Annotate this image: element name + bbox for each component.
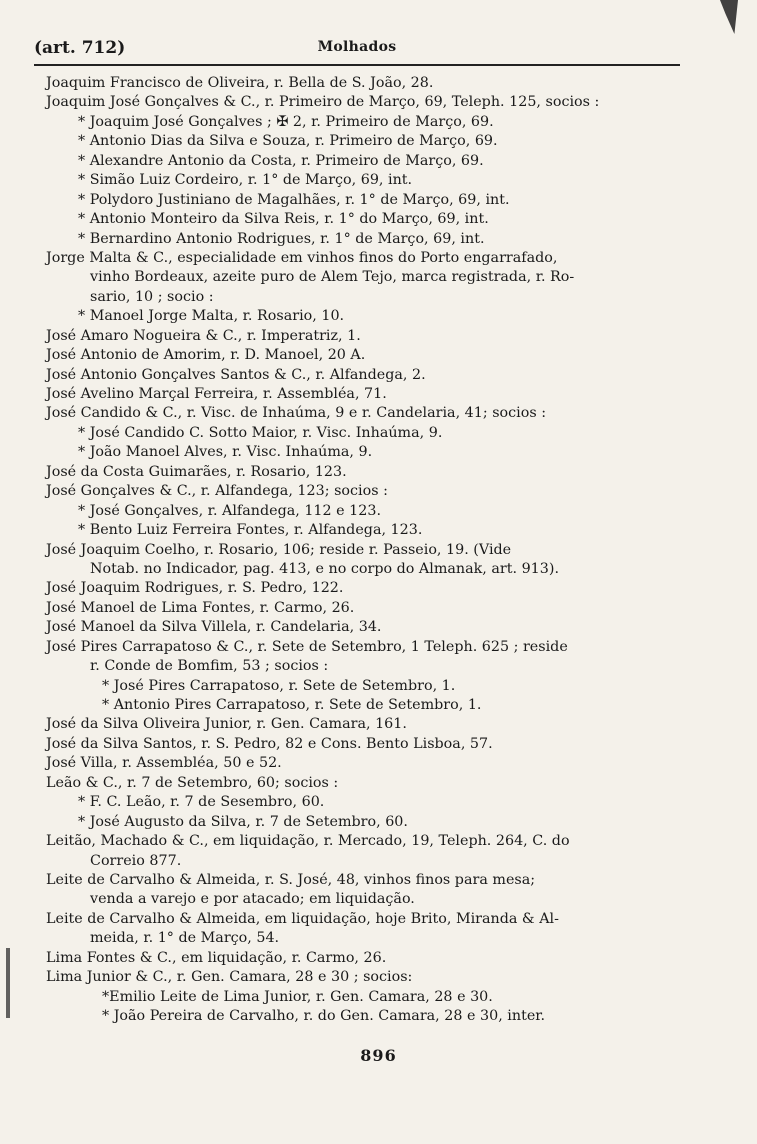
page-edge-stain xyxy=(720,0,738,34)
listing-line: * Antonio Monteiro da Silva Reis, r. 1° do Março, 69, int. xyxy=(78,211,489,228)
listing-line: * José Gonçalves, r. Alfandega, 112 e 123. xyxy=(78,502,381,519)
listing-line: Leite de Carvalho & Almeida, r. S. José, 48, vinhos finos para mesa; xyxy=(46,871,536,888)
listing-line: venda a varejo e por atacado; em liquidação. xyxy=(90,891,415,908)
margin-ink-mark xyxy=(6,948,10,1018)
listing-line: * Antonio Dias da Silva e Souza, r. Primeiro de Março, 69. xyxy=(78,133,498,150)
listing-line: meida, r. 1° de Março, 54. xyxy=(90,930,280,947)
listing-line: * Polydoro Justiniano de Magalhães, r. 1° de Março, 69, int. xyxy=(78,191,510,208)
listing-line: Leitão, Machado & C., em liquidação, r. Mercado, 19, Teleph. 264, C. do xyxy=(46,833,570,850)
listing-line: Notab. no Indicador, pag. 413, e no corpo do Almanak, art. 913). xyxy=(90,560,559,577)
listing-line: Leão & C., r. 7 de Setembro, 60; socios : xyxy=(46,774,339,791)
section-title: Molhados xyxy=(317,39,397,55)
listing-line: José Amaro Nogueira & C., r. Imperatriz, 1. xyxy=(46,327,361,344)
listing-line: * F. C. Leão, r. 7 de Sesembro, 60. xyxy=(78,794,325,811)
listing-line: José da Silva Oliveira Junior, r. Gen. Camara, 161. xyxy=(46,716,407,733)
listing-line: José Antonio Gonçalves Santos & C., r. Alfandega, 2. xyxy=(46,366,426,383)
listing-line: José Candido & C., r. Visc. de Inhaúma, 9 e r. Candelaria, 41; socios : xyxy=(46,405,547,422)
listing-line: * José Pires Carrapatoso, r. Sete de Setembro, 1. xyxy=(102,677,456,694)
listing-line: Lima Junior & C., r. Gen. Camara, 28 e 30 ; socios: xyxy=(46,969,413,986)
listing-line: * Simão Luiz Cordeiro, r. 1° de Março, 69, int. xyxy=(78,172,413,189)
listing-line: Lima Fontes & C., em liquidação, r. Carmo, 26. xyxy=(46,949,387,966)
listing-line: Leite de Carvalho & Almeida, em liquidação, hoje Brito, Miranda & Al- xyxy=(46,910,559,927)
listing-line: José Gonçalves & C., r. Alfandega, 123; socios : xyxy=(46,483,388,500)
listing-line: *Emilio Leite de Lima Junior, r. Gen. Camara, 28 e 30. xyxy=(102,988,493,1005)
listing-line: * Alexandre Antonio da Costa, r. Primeiro de Março, 69. xyxy=(78,152,484,169)
listing-line: * José Augusto da Silva, r. 7 de Setembro, 60. xyxy=(78,813,408,830)
listing-line: José Antonio de Amorim, r. D. Manoel, 20 A. xyxy=(46,347,366,364)
listing-line: sario, 10 ; socio : xyxy=(90,288,214,305)
listing-line: * José Candido C. Sotto Maior, r. Visc. Inhaúma, 9. xyxy=(78,424,443,441)
article-number: (art. 712) xyxy=(34,38,126,58)
listing-line: r. Conde de Bomfim, 53 ; socios : xyxy=(90,658,329,675)
listing-line: Correio 877. xyxy=(90,852,182,869)
listing-line: * Bernardino Antonio Rodrigues, r. 1° de Março, 69, int. xyxy=(78,230,485,247)
listing-line: José da Silva Santos, r. S. Pedro, 82 e Cons. Bento Lisboa, 57. xyxy=(46,735,493,752)
page-number: 896 xyxy=(360,1046,397,1065)
listing-line: * Manoel Jorge Malta, r. Rosario, 10. xyxy=(78,308,345,325)
listing-line: * João Manoel Alves, r. Visc. Inhaúma, 9. xyxy=(78,444,373,461)
directory-listing xyxy=(40,74,708,1026)
listing-line: vinho Bordeaux, azeite puro de Alem Tejo, marca registrada, r. Ro- xyxy=(90,269,575,286)
listing-line: José da Costa Guimarães, r. Rosario, 123. xyxy=(46,463,347,480)
listing-line: José Villa, r. Assembléa, 50 e 52. xyxy=(46,755,282,772)
listing-line: Joaquim José Gonçalves & C., r. Primeiro de Março, 69, Teleph. 125, socios : xyxy=(46,94,600,111)
listing-line: Jorge Malta & C., especialidade em vinhos finos do Porto engarrafado, xyxy=(46,249,558,266)
listing-line: José Joaquim Rodrigues, r. S. Pedro, 122. xyxy=(46,580,344,597)
listing-line: José Manoel de Lima Fontes, r. Carmo, 26. xyxy=(46,599,355,616)
listing-line: Joaquim Francisco de Oliveira, r. Bella de S. João, 28. xyxy=(46,75,434,91)
listing-line: José Manoel da Silva Villela, r. Candelaria, 34. xyxy=(46,619,382,636)
listing-line: * Antonio Pires Carrapatoso, r. Sete de Setembro, 1. xyxy=(102,697,482,713)
page-header xyxy=(34,38,680,66)
listing-line: * Joaquim José Gonçalves ; ✠ 2, r. Primeiro de Março, 69. xyxy=(78,113,494,130)
listing-line: José Avelino Marçal Ferreira, r. Assembléa, 71. xyxy=(46,386,387,402)
listing-line: * João Pereira de Carvalho, r. do Gen. Camara, 28 e 30, inter. xyxy=(102,1008,546,1024)
listing-line: José Joaquim Coelho, r. Rosario, 106; reside r. Passeio, 19. (Vide xyxy=(46,541,512,558)
listing-line: * Bento Luiz Ferreira Fontes, r. Alfandega, 123. xyxy=(78,522,423,539)
listing-line: José Pires Carrapatoso & C., r. Sete de Setembro, 1 Teleph. 625 ; reside xyxy=(46,638,568,655)
